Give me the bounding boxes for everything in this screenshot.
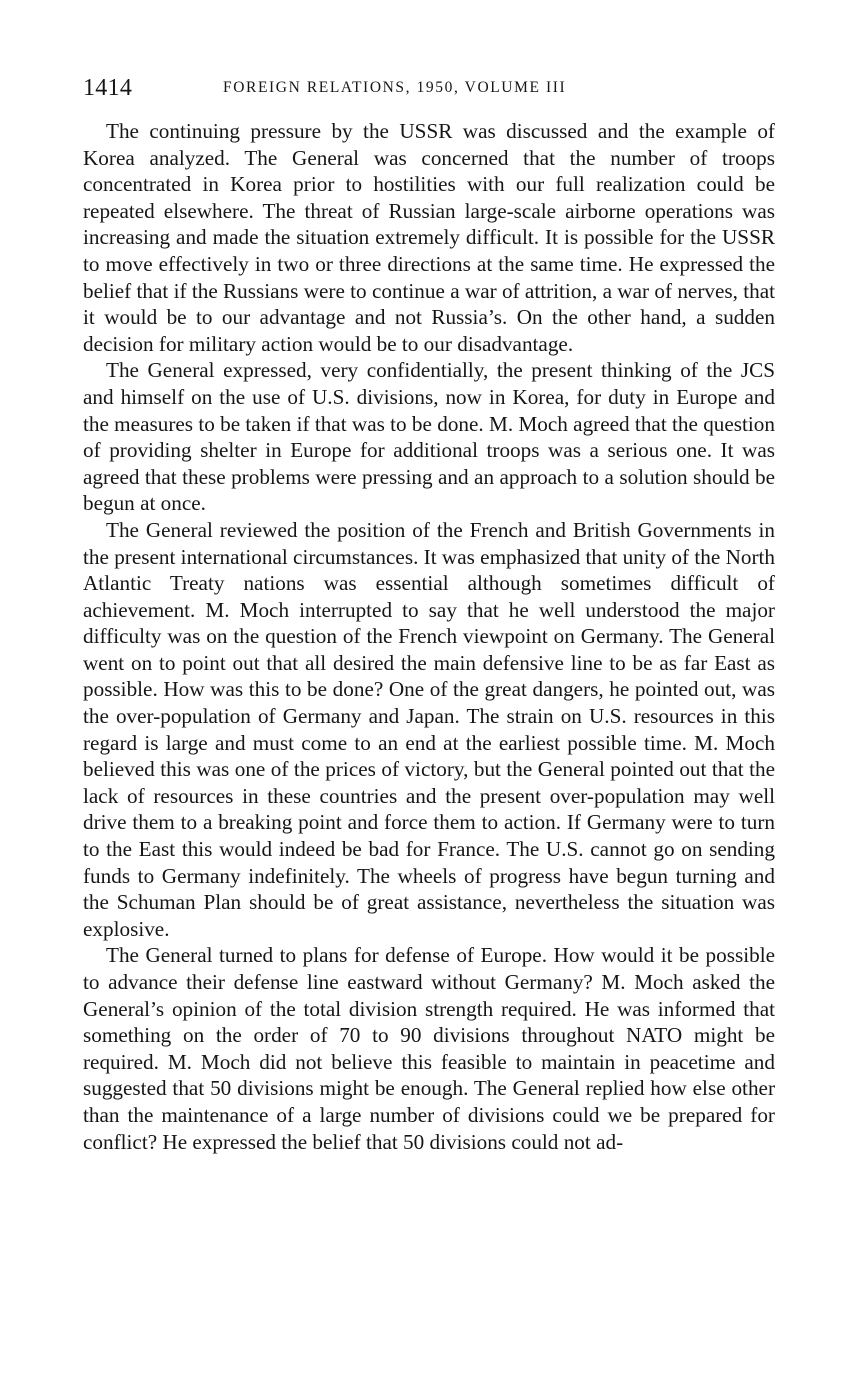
page-number: 1414 — [83, 75, 133, 101]
paragraph-ussr-pressure: The continuing pressure by the USSR was discussed and the example of Korea analyzed. The General was concerned that the number of troops concentrated in Korea prior to hostilities with our full realization could be repeated elsewhere. The threat of Russian large-scale airborne operations was increasing and made the situation extremely difficult. It is possible for the USSR to move effectively in two or three directions at the same time. He expressed the belief that if the Russians were to continue a war of attrition, a war of nerves, that it would be to our advantage and not Russia’s. On the other hand, a sudden decision for military action would be to our disadvantage. — [83, 119, 775, 356]
body-text — [83, 118, 775, 1155]
paragraph-defense-of-europe: The General turned to plans for defense of Europe. How would it be possible to advance their defense line eastward without Germany? M. Moch asked the General’s opinion of the total division strength required. He was informed that something on the order of 70 to 90 divisions throughout NATO might be required. M. Moch did not believe this feasible to maintain in peacetime and suggested that 50 divisions might be enough. The General replied how else other than the maintenance of a large number of divisions could we be prepared for conflict? He expressed the belief that 50 divisions could not ad- — [83, 943, 775, 1154]
paragraph-us-divisions: The General expressed, very confidentially, the present thinking of the JCS and himself on the use of U.S. divisions, now in Korea, for duty in Europe and the measures to be taken if that was to be done. M. Moch agreed that the question of providing shelter in Europe for additional troops was a serious one. It was agreed that these problems were pressing and an approach to a solution should be begun at once. — [83, 358, 775, 516]
paragraph-french-british-position: The General reviewed the position of the French and British Governments in the present international circumstances. It was emphasized that unity of the North Atlantic Treaty nations was essential although sometimes difficult of achievement. M. Moch interrupted to say that he well understood the major difficulty was on the question of the French viewpoint on Germany. The General went on to point out that all desired the main defensive line to be as far East as possible. How was this to be done? One of the great dangers, he pointed out, was the over-population of Germany and Japan. The strain on U.S. resources in this regard is large and must come to an end at the earliest possible time. M. Moch believed this was one of the prices of victory, but the General pointed out that the lack of resources in these countries and the present over-population may well drive them to a breaking point and force them to action. If Germany were to turn to the East this would indeed be bad for France. The U.S. cannot go on sending funds to Germany indefinitely. The wheels of progress have begun turning and the Schuman Plan should be of great assistance, nevertheless the situation was explosive. — [83, 517, 775, 941]
running-title: FOREIGN RELATIONS, 1950, VOLUME III — [223, 79, 567, 96]
running-header — [83, 72, 775, 104]
